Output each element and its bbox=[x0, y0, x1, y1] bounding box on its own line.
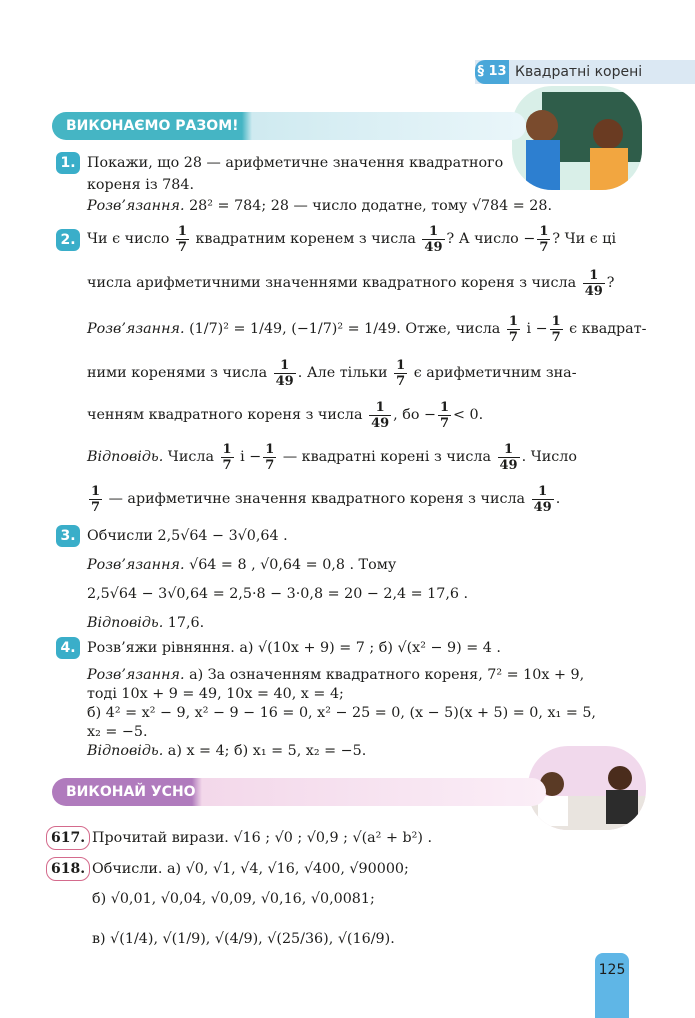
numerator: 1 bbox=[532, 484, 554, 500]
fraction bbox=[422, 224, 444, 255]
denominator: 7 bbox=[177, 239, 187, 255]
text-fragment: — арифметичне значення квадратного кореня з числа bbox=[108, 491, 526, 507]
numerator: 1 bbox=[369, 400, 391, 416]
denominator: 49 bbox=[533, 499, 552, 515]
exercise-text: б) √0,01, √0,04, √0,09, √0,16, √0,0081; bbox=[92, 891, 375, 907]
numerator: 1 bbox=[539, 223, 549, 239]
task-text: Покажи, що 28 — арифметичне значення квадратного bbox=[87, 155, 504, 171]
answer-line bbox=[87, 614, 204, 632]
solution-line bbox=[87, 356, 577, 390]
fraction bbox=[583, 268, 605, 299]
text-fragment: ? Чи є ці bbox=[552, 231, 617, 247]
task-number: 3. bbox=[56, 525, 80, 547]
numerator: 1 bbox=[265, 441, 275, 457]
task-number: 2. bbox=[56, 229, 80, 251]
exercise-text: Прочитай вирази. √16 ; √0 ; √0,9 ; √(a² + b²) . bbox=[92, 830, 433, 846]
answer-line: $\frac{1}{7}$ — арифметичне значення квадратного кореня з числа $\frac{1}{49}$ . bbox=[91, 483, 561, 515]
answer-label: Відповідь. bbox=[87, 449, 164, 465]
solution-line bbox=[87, 398, 483, 432]
solution-line: тоді 10x + 9 = 49, 10x = 40, x = 4; bbox=[87, 686, 344, 702]
numerator: 1 bbox=[439, 399, 450, 415]
denominator: 49 bbox=[371, 415, 390, 431]
numerator: 1 bbox=[498, 442, 520, 458]
exercise-number: 618. bbox=[46, 857, 90, 881]
solution-text: 28² = 784; 28 — число додатне, тому √784 = 28. bbox=[189, 198, 553, 214]
text-fragment: ними коренями з числа bbox=[87, 365, 268, 381]
fraction bbox=[537, 224, 550, 255]
text-fragment: , бо − bbox=[393, 407, 436, 423]
text-fragment: є квадрат- bbox=[569, 321, 647, 337]
students-illustration bbox=[528, 746, 646, 830]
exercise-text: в) √(1/4), √(1/9), √(4/9), √(25/36), √(16/9). bbox=[92, 931, 395, 947]
numerator: 1 bbox=[396, 357, 406, 373]
task-number: 1. bbox=[56, 152, 80, 174]
denominator: 49 bbox=[275, 373, 294, 389]
numerator: 1 bbox=[422, 224, 444, 240]
text-fragment: ? А число − bbox=[446, 231, 536, 247]
text-fragment: і − bbox=[526, 321, 548, 337]
denominator: 7 bbox=[539, 239, 549, 255]
exercise-number: 617. bbox=[46, 826, 90, 850]
text-fragment: . Але тільки bbox=[297, 365, 388, 381]
text-fragment: ченням квадратного кореня з числа bbox=[87, 407, 363, 423]
text-fragment: квадратним коренем з числа bbox=[195, 231, 416, 247]
answer-line bbox=[87, 440, 577, 474]
numerator: 1 bbox=[274, 358, 296, 374]
text-fragment: < 0. bbox=[453, 407, 484, 423]
denominator: 7 bbox=[551, 329, 561, 345]
answer-text: 17,6. bbox=[167, 615, 205, 631]
text-fragment: Чи є число bbox=[87, 231, 170, 247]
numerator: 1 bbox=[583, 268, 605, 284]
solution-line: x₂ = −5. bbox=[87, 724, 148, 740]
fraction bbox=[507, 314, 520, 345]
text-fragment: є арифметичним зна- bbox=[413, 365, 577, 381]
numerator: 1 bbox=[222, 441, 232, 457]
denominator: 7 bbox=[439, 415, 450, 431]
fraction bbox=[89, 484, 102, 515]
solution-line bbox=[87, 666, 584, 684]
solution-text: √64 = 8 , √0,64 = 0,8 . Тому bbox=[189, 557, 397, 573]
task-number: 4. bbox=[56, 637, 80, 659]
solution-line bbox=[87, 197, 552, 215]
text-fragment: — квадратні корені з числа bbox=[282, 449, 491, 465]
numerator: 1 bbox=[91, 483, 101, 499]
page-number: 125 bbox=[598, 962, 626, 978]
solution-label: Розв’язання. bbox=[87, 321, 185, 337]
section-number: § 13 bbox=[475, 60, 509, 84]
section-title: Квадратні корені bbox=[515, 64, 643, 80]
text-fragment: Числа bbox=[167, 449, 214, 465]
answer-line bbox=[87, 742, 366, 760]
numerator: 1 bbox=[508, 313, 518, 329]
fraction bbox=[176, 224, 189, 255]
fraction bbox=[438, 400, 451, 431]
text-fragment: числа арифметичними значеннями квадратного кореня з числа bbox=[87, 275, 577, 291]
fraction bbox=[550, 314, 563, 345]
solution-line: 2,5√64 − 3√0,64 = 2,5·8 − 3·0,8 = 20 − 2,4 = 17,6 . bbox=[87, 586, 469, 602]
exercise-text: Обчисли. а) √0, √1, √4, √16, √400, √90000; bbox=[92, 861, 409, 877]
fraction bbox=[274, 358, 296, 389]
answer-text: а) x = 4; б) x₁ = 5, x₂ = −5. bbox=[167, 743, 367, 759]
answer-label: Відповідь. bbox=[87, 743, 164, 759]
numerator: 1 bbox=[551, 313, 561, 329]
fraction bbox=[221, 442, 234, 473]
solution-label: Розв’язання. bbox=[87, 667, 185, 683]
task-text: кореня із 784. bbox=[87, 177, 194, 193]
banner-do-together: ВИКОНАЄМО РАЗОМ! bbox=[52, 112, 526, 140]
text-fragment: і − bbox=[240, 449, 262, 465]
task-text: числа арифметичними значеннями квадратного кореня з числа $\frac{1}{49}$ ? bbox=[87, 267, 615, 299]
denominator: 7 bbox=[91, 499, 101, 515]
solution-label: Розв’язання. bbox=[87, 198, 185, 214]
numerator: 1 bbox=[177, 223, 187, 239]
answer-label: Відповідь. bbox=[87, 615, 164, 631]
classroom-illustration bbox=[512, 86, 642, 190]
fraction bbox=[369, 400, 391, 431]
task-text: Обчисли 2,5√64 − 3√0,64 . bbox=[87, 528, 288, 544]
fraction bbox=[394, 358, 407, 389]
solution-line bbox=[87, 556, 396, 574]
denominator: 7 bbox=[396, 373, 406, 389]
classroom-photo bbox=[512, 86, 642, 190]
denominator: 49 bbox=[499, 457, 518, 473]
denominator: 49 bbox=[424, 239, 443, 255]
denominator: 7 bbox=[265, 457, 275, 473]
text-fragment: (1/7)² = 1/49, (−1/7)² = 1/49. Отже, числа bbox=[189, 321, 501, 337]
denominator: 49 bbox=[584, 283, 603, 299]
solution-text: а) За означенням квадратного кореня, 7² = 10x + 9, bbox=[189, 667, 585, 683]
denominator: 7 bbox=[508, 329, 518, 345]
students-photo bbox=[528, 746, 646, 830]
fraction bbox=[498, 442, 520, 473]
task-text bbox=[87, 222, 616, 256]
fraction bbox=[532, 484, 554, 515]
solution-label: Розв’язання. bbox=[87, 557, 185, 573]
banner-oral: ВИКОНАЙ УСНО bbox=[52, 778, 546, 806]
task-text: Розв’яжи рівняння. а) √(10x + 9) = 7 ; б) √(x² − 9) = 4 . bbox=[87, 640, 501, 656]
solution-line: б) 4² = x² − 9, x² − 9 − 16 = 0, x² − 25 = 0, (x − 5)(x + 5) = 0, x₁ = 5, bbox=[87, 705, 596, 721]
fraction bbox=[263, 442, 276, 473]
denominator: 7 bbox=[222, 457, 232, 473]
solution-line bbox=[87, 312, 646, 346]
text-fragment: . Число bbox=[521, 449, 577, 465]
